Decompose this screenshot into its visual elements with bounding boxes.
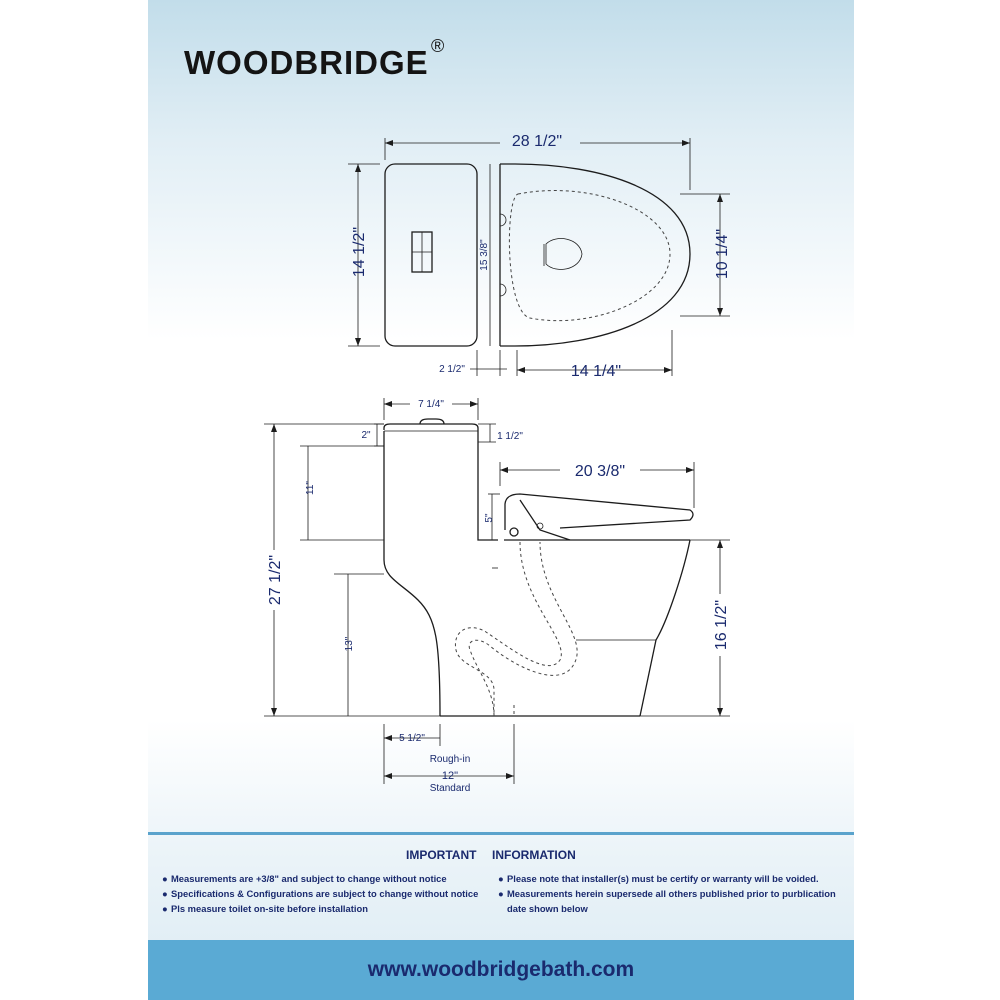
info-heading-important: IMPORTANT	[406, 848, 477, 862]
dim-seat-height: 5"	[484, 513, 495, 523]
tank-body	[384, 431, 440, 716]
right-note: date shown below	[507, 903, 588, 914]
tank-lid	[384, 424, 478, 450]
info-heading	[148, 848, 854, 864]
rough-in-standard: Standard	[429, 783, 471, 794]
dim-seat-length: 20 3/8"	[574, 463, 626, 480]
dim-overall-width: 28 1/2"	[511, 133, 563, 150]
dim-rim-height: 16 1/2"	[713, 599, 730, 651]
bowl-front	[640, 540, 690, 716]
registered-mark: ®	[431, 36, 445, 56]
dimension-drawing	[148, 0, 854, 830]
rough-in-value: 12"	[441, 770, 459, 782]
rough-in-label: Rough-in	[429, 754, 471, 765]
right-note: ● Please note that installer(s) must be certify or warranty will be voided.	[498, 873, 819, 884]
flush-button	[420, 419, 444, 424]
info-divider	[148, 832, 854, 835]
dim-bowl-width: 15 3/8"	[479, 239, 490, 271]
dim-tank-depth: 14 1/2"	[351, 226, 368, 278]
top-view	[348, 128, 731, 380]
dim-base-offset: 5 1/2"	[399, 733, 425, 744]
dim-lid-thickness: 1 1/2"	[497, 431, 523, 442]
dim-tank-width: 7 1/4"	[418, 399, 444, 410]
dim-bowl-length: 14 1/4"	[570, 363, 622, 380]
smart-seat	[505, 494, 693, 530]
trapway	[455, 542, 561, 716]
side-view	[264, 396, 730, 794]
spec-sheet	[148, 0, 854, 1000]
dim-seat-width: 10 1/4"	[714, 228, 731, 280]
info-heading-information: INFORMATION	[492, 848, 576, 862]
tank-outline	[385, 164, 477, 346]
bowl-outline	[500, 164, 690, 346]
brand-logo: WOODBRIDGE	[184, 44, 429, 81]
dim-gap: 2 1/2"	[439, 364, 465, 375]
website-link[interactable]: www.woodbridgebath.com	[367, 958, 635, 981]
dim-tank-height: 11"	[305, 481, 316, 495]
right-note: ● Measurements herein supersede all others published prior to purblication	[498, 888, 836, 899]
dim-outlet-height: 13"	[344, 636, 355, 652]
left-note: ● Measurements are +3/8" and subject to change without notice	[162, 873, 447, 884]
dim-button-height: 2"	[361, 430, 371, 441]
dim-total-height: 27 1/2"	[267, 554, 284, 606]
left-note: ● Pls measure toilet on-site before installation	[162, 903, 368, 914]
left-note: ● Specifications & Configurations are subject to change without notice	[162, 888, 479, 899]
